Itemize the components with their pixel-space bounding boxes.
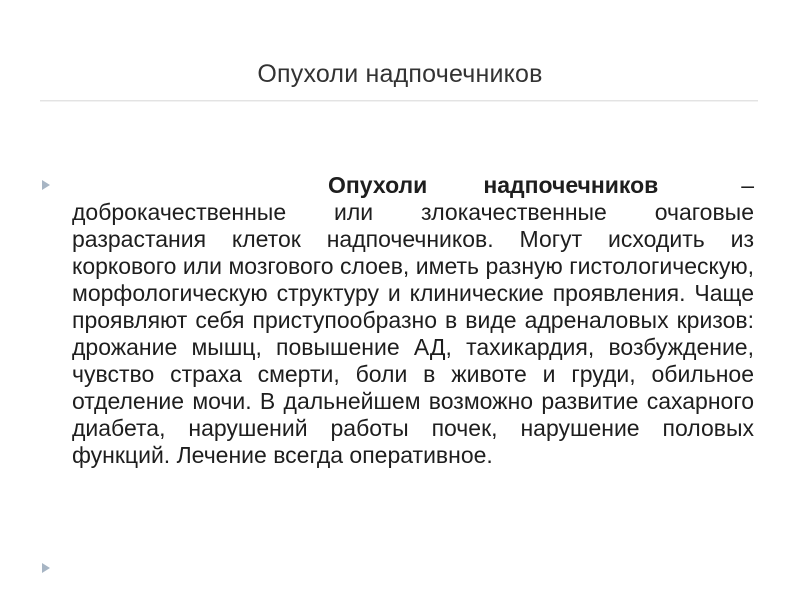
title-divider	[40, 100, 758, 101]
lead-word-1: Опухоли	[328, 172, 428, 198]
bullet-arrow-icon	[42, 180, 50, 190]
empty-bullet-arrow-icon	[42, 563, 50, 573]
lead-word-2: надпочечников	[483, 172, 659, 198]
bullet-text: – доброкачественные или злокачественные очаговые разрастания клеток надпочечников. Могут исходить из коркового или мозгового слоев, иметь разную гистологическую, морфологическую структуру и клинические проявления. Чаще проявляют себя приступообразно в виде адреналовых кризов: дрожание мышц, повышение АД, тахикардия, возбуждение, чувство страха смерти, боли в животе и груди, обильное отделение мочи. В дальнейшем возможно развитие сахарного диабета, нарушений работы почек, нарушение половых функций. Лечение всегда оперативное.	[72, 172, 754, 468]
bullet-lead	[72, 172, 661, 199]
slide-title: Опухоли надпочечников	[257, 60, 543, 88]
bullet-paragraph	[72, 172, 754, 469]
